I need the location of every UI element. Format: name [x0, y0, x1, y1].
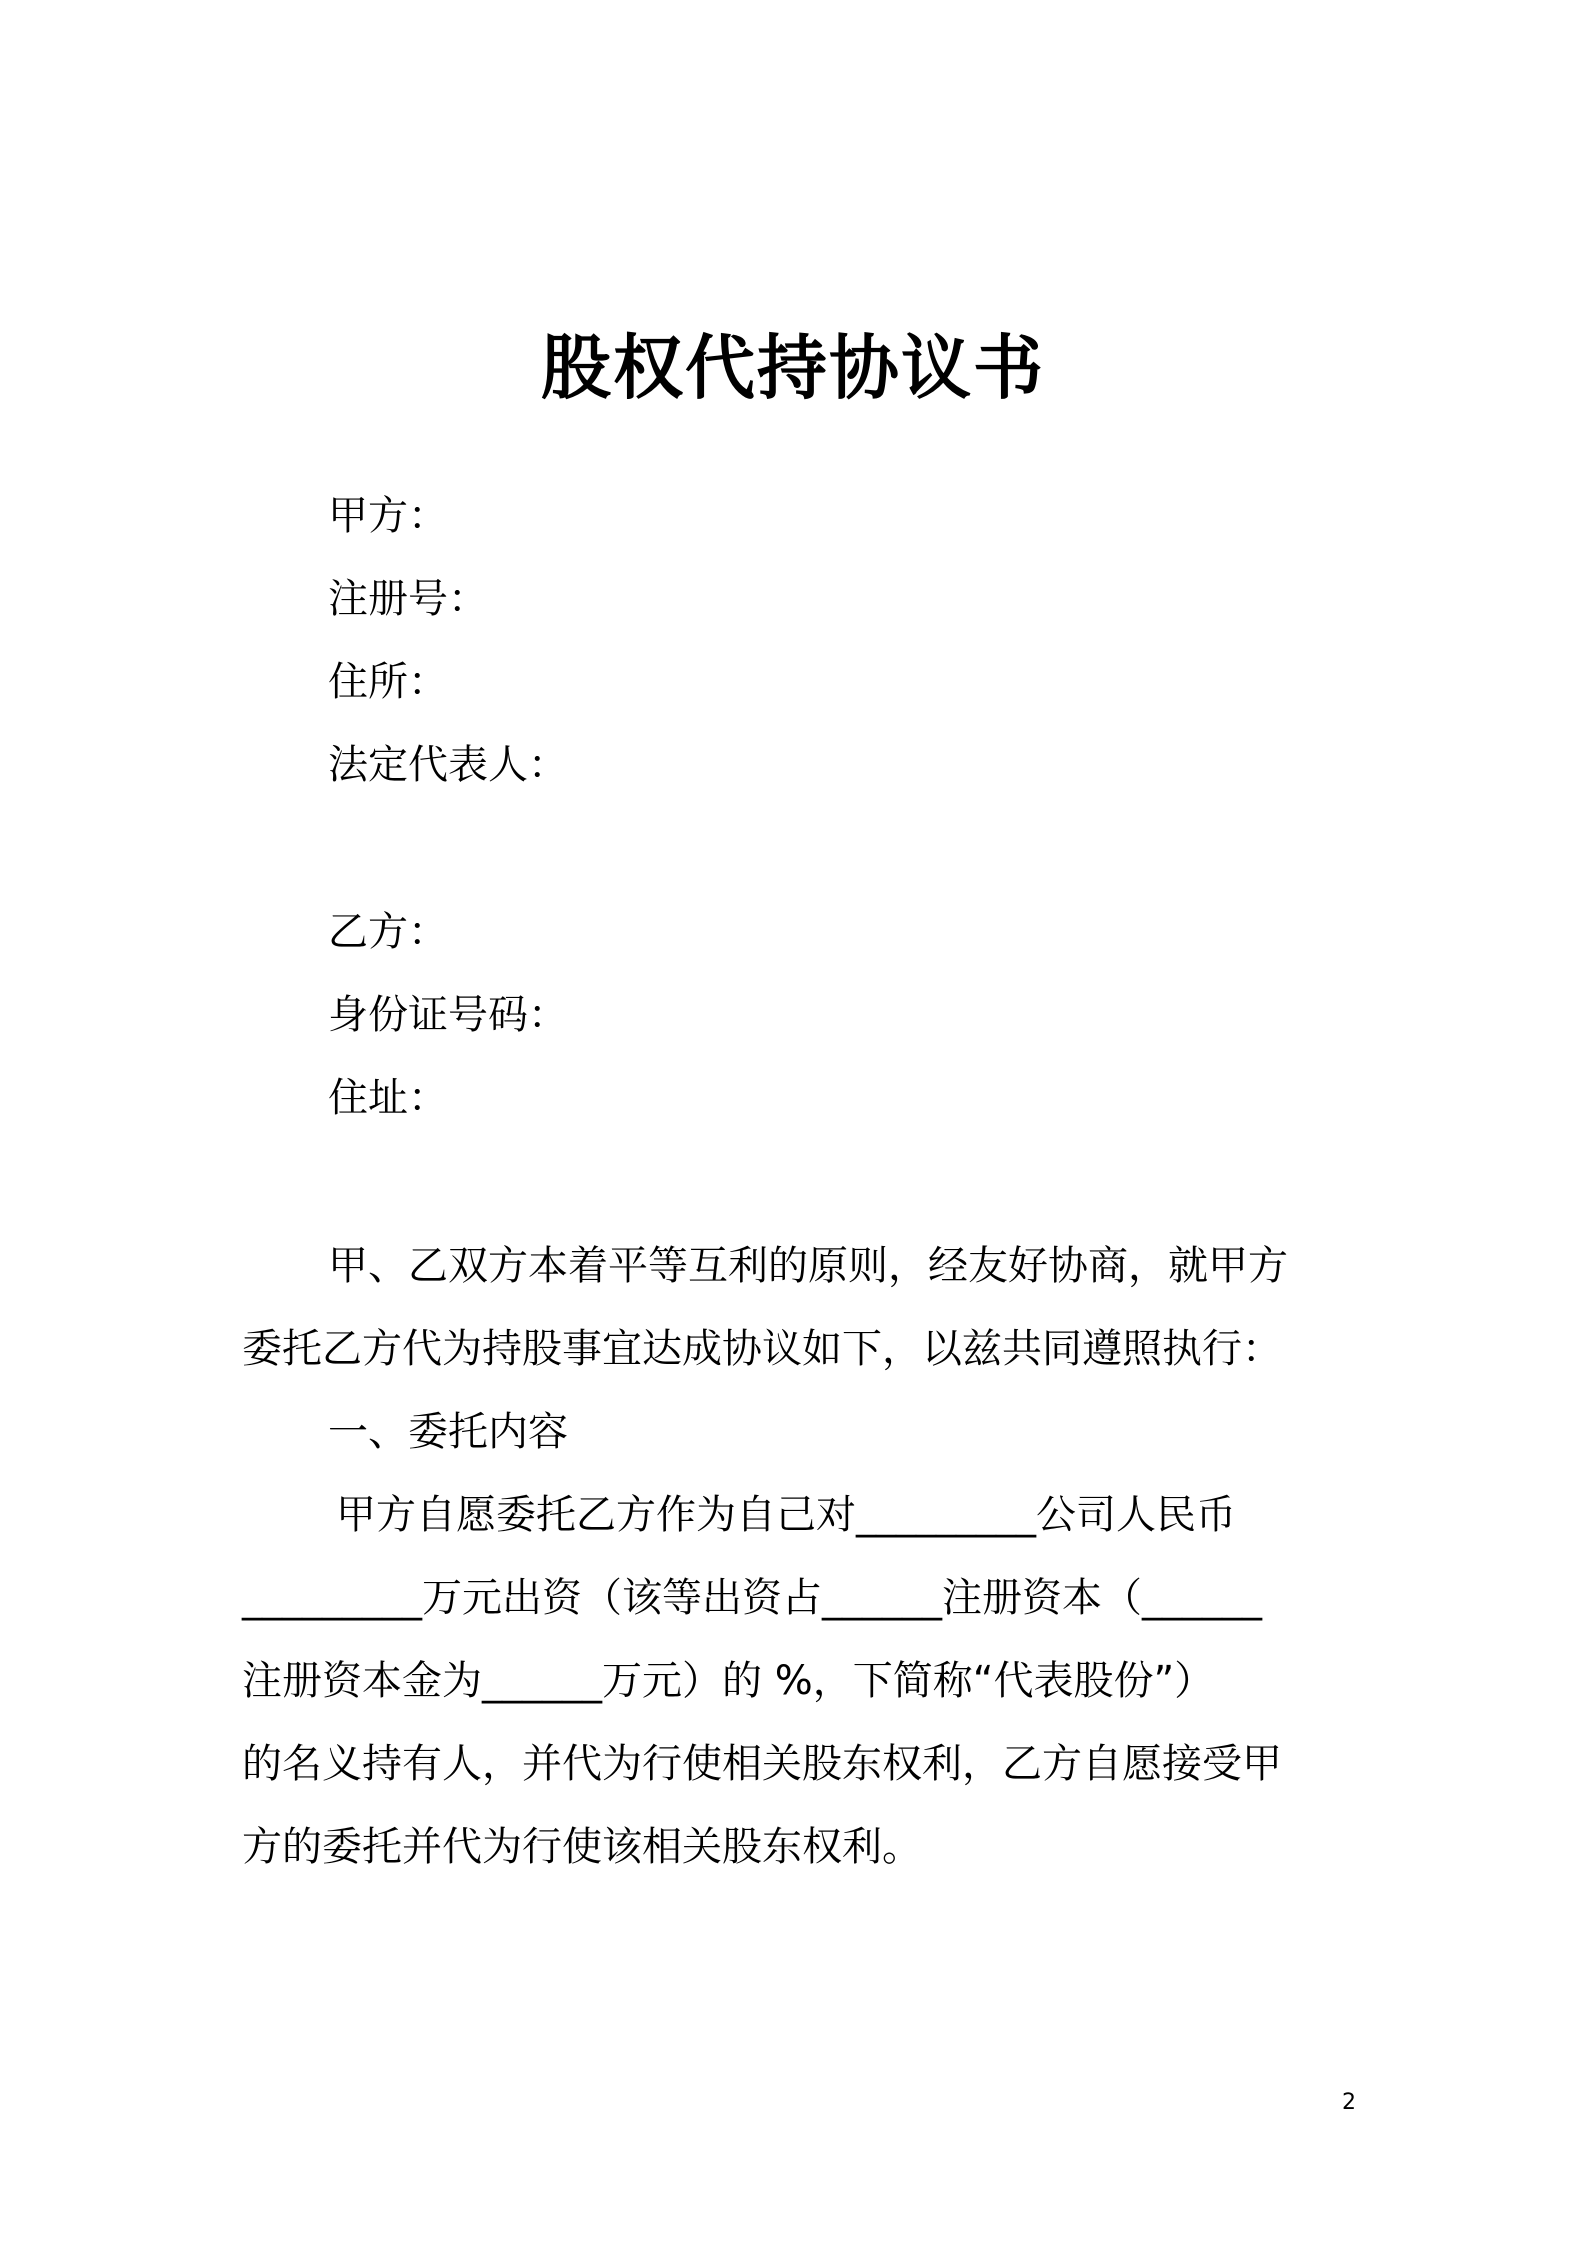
party-a-address-label: 住所：: [328, 659, 448, 705]
section-1-line: 的名义持有人，并代为行使相关股东权利，乙方自愿接受甲: [242, 1741, 1282, 1787]
page-number: 2: [1342, 2090, 1356, 2115]
section-1-heading: 一、委托内容: [328, 1409, 568, 1455]
intro-line: 委托乙方代为持股事宜达成协议如下，以兹共同遵照执行：: [242, 1326, 1282, 1372]
section-1-line: _________万元出资（该等出资占______注册资本（______: [242, 1575, 1262, 1621]
party-b-label: 乙方：: [328, 909, 448, 955]
party-b-id-label: 身份证号码：: [328, 992, 568, 1038]
section-1-line: 方的委托并代为行使该相关股东权利。: [242, 1824, 922, 1870]
intro-line: 甲、乙双方本着平等互利的原则，经友好协商，就甲方: [328, 1243, 1288, 1289]
party-a-label: 甲方：: [328, 493, 448, 539]
party-a-registration-label: 注册号：: [328, 576, 488, 622]
party-b-address-label: 住址：: [328, 1075, 448, 1121]
party-a-legal-rep-label: 法定代表人：: [328, 742, 568, 788]
document-title: 股权代持协议书: [541, 327, 1045, 409]
section-1-line: 注册资本金为______万元）的 %，下简称“代表股份”）: [242, 1658, 1215, 1704]
section-1-line: 甲方自愿委托乙方作为自己对_________公司人民币: [336, 1492, 1236, 1538]
